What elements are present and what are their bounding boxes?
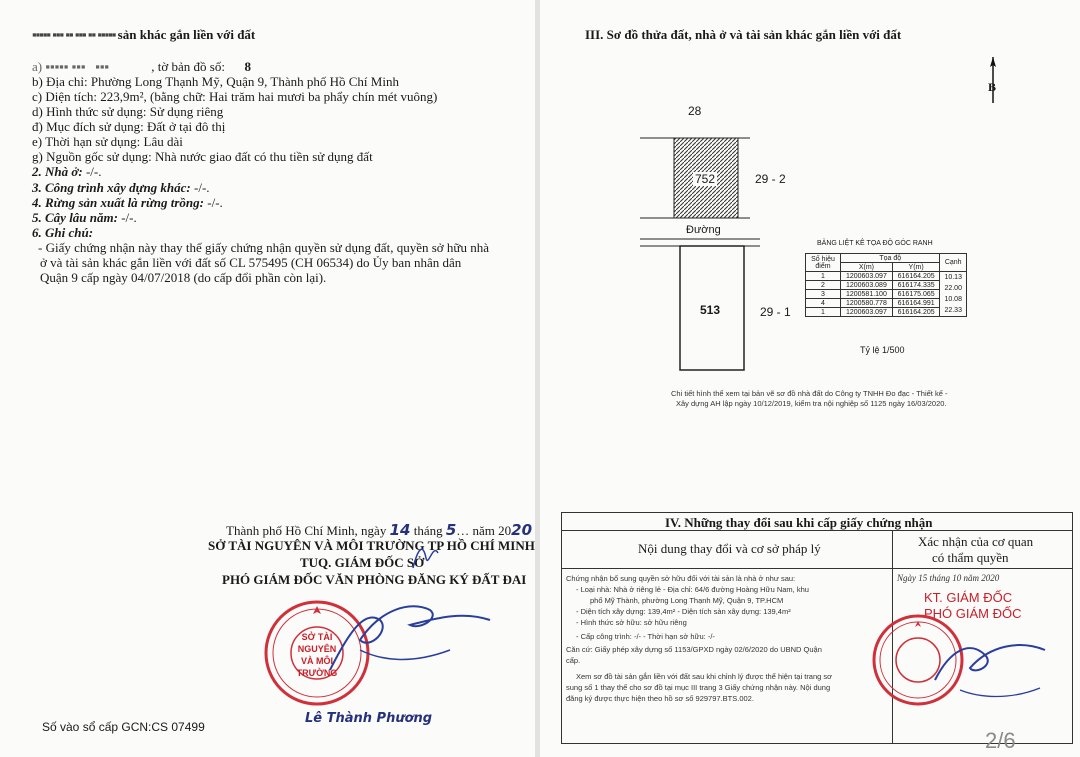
- confirm-title-2: PHÓ GIÁM ĐỐC: [924, 606, 1022, 621]
- diagram-note-1: Chi tiết hình thể xem tại bản vẽ sơ đồ nhà đất do Công ty TNHH Đo đạc - Thiết kế -: [671, 389, 948, 398]
- change-line: - Loại nhà: Nhà ở riêng lẻ - Địa chỉ: 64/6 đường Hoàng Hữu Nam, khu: [576, 585, 809, 594]
- lot-752-label: 752: [695, 172, 716, 186]
- header-text: ▪▪▪▪▪ ▪▪▪ ▪▪ ▪▪▪ ▪▪ ▪▪▪▪▪ sản khác gắn liền với đất: [32, 27, 256, 42]
- change-line: Căn cứ: Giấy phép xây dựng số 1153/GPXD ngày 02/6/2020 do UBND Quận: [566, 645, 822, 654]
- certificate-left-page: [0, 0, 536, 757]
- column-confirm-header-2: có thẩm quyền: [932, 550, 1009, 565]
- section-4-title: IV. Những thay đổi sau khi cấp giấy chứng nhận: [665, 515, 933, 530]
- confirm-title-1: KT. GIÁM ĐỐC: [924, 590, 1013, 605]
- purpose-line: đ) Mục đích sử dụng: Đất ở tại đô thị: [32, 119, 226, 134]
- coord-table: [805, 253, 967, 317]
- notes-line-3: Quận 9 cấp ngày 04/07/2018 (do cấp đổi phần còn lại).: [40, 270, 327, 285]
- table-row: 4 1200580.778 616164.991: [806, 299, 967, 308]
- change-line: Chứng nhận bổ sung quyền sở hữu đổi với tài sản là nhà ở như sau:: [566, 574, 796, 583]
- lot-29-2-label: 29 - 2: [755, 172, 786, 186]
- notes-line-1: - Giấy chứng nhận này thay thế giấy chứng nhận quyền sử dụng đất, quyền sở hữu nhà: [38, 240, 489, 255]
- house-line: 2. Nhà ở: -/-.: [32, 164, 102, 179]
- parcel-diagram: [640, 130, 800, 380]
- origin-line: g) Nguồn gốc sử dụng: Nhà nước giao đất có thu tiền sử dụng đất: [32, 149, 373, 164]
- change-line: đăng ký được thực hiện theo hồ sơ số 929797.BTS.002.: [566, 694, 754, 703]
- address-line: b) Địa chỉ: Phường Long Thạnh Mỹ, Quận 9, Thành phố Hồ Chí Minh: [32, 74, 399, 89]
- initials-mark-icon: [408, 538, 448, 578]
- construction-line: 3. Công trình xây dựng khác: -/-.: [32, 180, 210, 195]
- area-line: c) Diện tích: 223,9m², (bằng chữ: Hai trăm hai mươi ba phẩy chín mét vuông): [32, 89, 438, 104]
- forest-line: 4. Rừng sản xuất là rừng trồng: -/-.: [32, 195, 223, 210]
- seal-text: SỞ TÀI NGUYÊN VÀ MÔI TRƯỜNG: [296, 632, 338, 678]
- trees-line: 5. Cây lâu năm: -/-.: [32, 210, 137, 225]
- confirmation-signature-icon: [930, 630, 1050, 710]
- edge-2: 22.00: [944, 285, 962, 292]
- signature-icon: [320, 590, 500, 700]
- table-row: 1 1200603.097 616164.205 10.13 22.00 10.08 22.33: [806, 272, 967, 281]
- table-row: 3 1200581.100 616175.065: [806, 290, 967, 299]
- change-line: cấp.: [566, 656, 581, 665]
- change-line: - Hình thức sở hữu: sở hữu riêng: [576, 618, 687, 627]
- column-confirm-header-1: Xác nhận của cơ quan: [918, 534, 1034, 549]
- page-number: 2/6: [985, 728, 1016, 753]
- authority-line-1: SỞ TÀI NGUYÊN VÀ MÔI TRƯỜNG TP HỒ CHÍ MINH: [208, 538, 535, 553]
- scale-label: Tỷ lệ 1/500: [860, 345, 905, 355]
- map-sheet-line: a) ▪▪▪▪▪ ▪▪▪ ▪▪▪ , tờ bản đồ số: 8: [32, 59, 251, 74]
- change-line: - Cấp công trình: -/- - Thời hạn sở hữu: -/-: [576, 632, 715, 641]
- north-label: B: [988, 80, 997, 94]
- notes-label: 6. Ghi chú:: [32, 225, 94, 240]
- lot-28-label: 28: [688, 104, 702, 118]
- diagram-note-2: Xây dựng AH lập ngày 10/12/2019, kiểm tra nội nghiệp số 1125 ngày 16/03/2020.: [676, 399, 947, 408]
- change-line: Xem sơ đồ tài sản gắn liền với đất sau khi chỉnh lý được thể hiện tại trang sơ: [576, 672, 833, 681]
- coord-table-title: BẢNG LIỆT KÊ TỌA ĐỘ GÓC RANH: [817, 240, 933, 247]
- road-label: Đường: [686, 224, 721, 236]
- lot-29-1-label: 29 - 1: [760, 305, 791, 319]
- use-form-line: d) Hình thức sử dụng: Sử dụng riêng: [32, 104, 224, 119]
- notes-line-2: ở và tài sản khác gắn liền với đất số CL 575495 (CH 06534) do Ủy ban nhân dân: [40, 255, 462, 270]
- edge-3: 10.08: [944, 296, 962, 303]
- authority-line-2: TUQ. GIÁM ĐỐC SỞ: [300, 555, 425, 570]
- coord-sub-x: X(m): [841, 263, 893, 272]
- issue-date: Thành phố Hồ Chí Minh, ngày 14 tháng 5… năm 2020: [226, 521, 533, 539]
- change-line: phố Mỹ Thành, phường Long Thạnh Mỹ, Quận 9, TP.HCM: [590, 596, 784, 605]
- register-number: Số vào sổ cấp GCN:CS 07499: [42, 720, 205, 734]
- section-3-title: III. Sơ đồ thửa đất, nhà ở và tài sản khác gắn liền với đất: [585, 27, 902, 42]
- edge-4: 22.33: [944, 307, 962, 314]
- signer-name: Lê Thành Phương: [305, 711, 433, 726]
- table-row: 1 1200603.097 616164.205: [806, 308, 967, 317]
- coord-sub-y: Y(m): [892, 263, 940, 272]
- coord-head-edge: Cạnh: [940, 254, 967, 272]
- table-row: 2 1200603.089 616174.335: [806, 281, 967, 290]
- term-line: e) Thời hạn sử dụng: Lâu dài: [32, 134, 183, 149]
- lot-513-label: 513: [700, 303, 721, 317]
- column-content-header: Nội dung thay đổi và cơ sở pháp lý: [638, 541, 821, 556]
- coord-head-xy: Tọa độ: [841, 254, 940, 263]
- authority-line-3: PHÓ GIÁM ĐỐC VĂN PHÒNG ĐĂNG KÝ ĐẤT ĐAI: [222, 572, 527, 587]
- change-line: - Diện tích xây dựng: 139,4m² - Diện tích sàn xây dựng: 139,4m²: [576, 607, 791, 616]
- coord-head-point: Số hiệu điểm: [806, 254, 841, 272]
- change-line: sung số 1 thay thế cho sơ đồ tại mục III trang 3 Giấy chứng nhận này. Nội dung: [566, 683, 831, 692]
- divider: [561, 568, 1072, 569]
- edge-1: 10.13: [944, 274, 962, 281]
- confirmation-date: Ngày 15 tháng 10 năm 2020: [897, 573, 1000, 583]
